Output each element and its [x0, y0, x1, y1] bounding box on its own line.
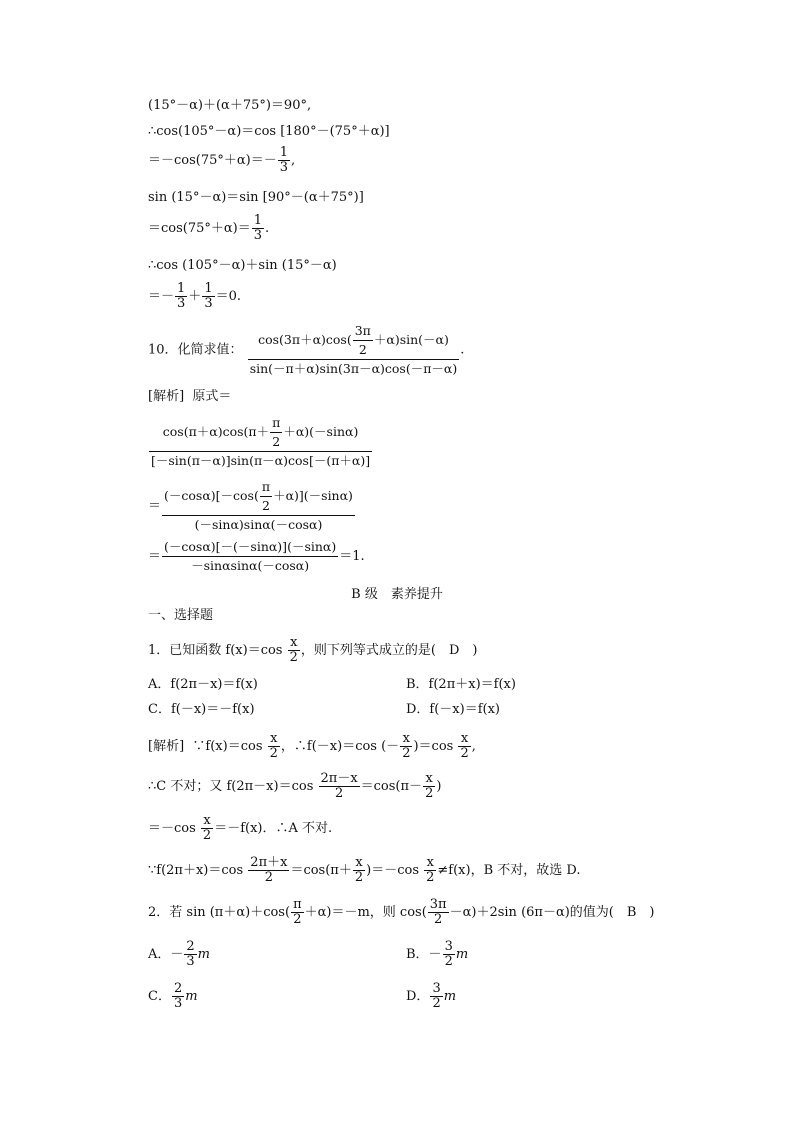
analysis-tag: [解析]: [148, 739, 185, 754]
question-10-label: 10．化简求值：: [148, 342, 243, 358]
question-10-expression: cos(3π＋α)cos( $\frac{3\pi}{2}$ ＋α)sin(－α) sin(－π＋α)sin(3π－α)cos(－π－α): [249, 323, 458, 376]
section-heading: 一、选择题: [148, 608, 214, 623]
analysis-1-line-3: ＝－cos $\frac{x}{2}$ ＝－f(x)．∴A 不对.: [148, 813, 333, 843]
question-2-option-b: B．－ $\frac{3}{2}$ m: [406, 939, 469, 969]
question-2-option-d: D． $\frac{3}{2}$ m: [406, 981, 457, 1011]
solution-line-7: ＝－ $\frac{1}{3}$ ＋ $\frac{1}{3}$ ＝0.: [148, 281, 241, 311]
solution-line-4: sin (15°－α)＝sin [90°－(α＋75°)]: [148, 190, 364, 205]
solution-line-2: ∴cos(105°－α)＝cos [180°－(75°＋α)]: [148, 124, 390, 139]
analysis-1-line-4: ∵f(2π＋x)＝cos $\frac{2\pi+x}{2}$ ＝cos(π＋ $\frac{x}{2}$ )＝－cos $\frac{x}{2}$ ≠f(x)，B 不对，故选 D.: [148, 855, 581, 885]
question-1-option-c: C．f(－x)＝－f(x): [148, 702, 255, 717]
question-1-option-d: D．f(－x)＝f(x): [406, 702, 500, 717]
question-1-option-b: B．f(2π＋x)＝f(x): [406, 677, 516, 692]
analysis-10-step-2: ＝ (－cosα)[－cos( $\frac{\pi}{2}$ ＋α)](－sinα) (－sinα)sinα(－cosα): [148, 479, 353, 532]
section-level-title: B 级 素养提升: [351, 587, 443, 602]
question-2-stem: 2．若 sin (π＋α)＋cos( $\frac{\pi}{2}$ ＋α)＝－m，则 cos( $\frac{3\pi}{2}$ －α)＋2sin (6π－α)的值为( B ): [148, 897, 655, 927]
solution-line-3: ＝－cos(75°＋α)＝－ $\frac{1}{3}$ ,: [148, 145, 296, 175]
question-2-option-c: C． $\frac{2}{3}$ m: [148, 981, 198, 1011]
question-1-option-a: A．f(2π－x)＝f(x): [148, 677, 258, 692]
analysis-10-header: [解析] 原式＝: [148, 389, 232, 404]
analysis-tag: [解析]: [148, 389, 185, 404]
analysis-1-line-2: ∴C 不对；又 f(2π－x)＝cos $\frac{2\pi-x}{2}$ ＝cos(π－ $\frac{x}{2}$ ): [148, 771, 442, 801]
analysis-10-step-3: ＝ $\frac{(-\cos\alpha)[-(-\sin\alpha)](-\sin\alpha)}{-\sin\alpha\sin\alpha(-\cos\alpha)}$ ＝1.: [148, 539, 365, 573]
question-10: 10．化简求值： cos(3π＋α)cos( $\frac{3\pi}{2}$ ＋α)sin(－α) sin(－π＋α)sin(3π－α)cos(－π－α) .: [148, 323, 465, 376]
solution-line-1: (15°－α)＋(α＋75°)＝90°,: [148, 98, 312, 113]
analysis-1-line-1: [解析] ∵f(x)＝cos $\frac{x}{2}$ ，∴f(－x)＝cos (－ $\frac{x}{2}$ )＝cos $\frac{x}{2}$ ,: [148, 731, 476, 761]
solution-line-5: ＝cos(75°＋α)＝ $\frac{1}{3}$ .: [148, 213, 270, 243]
question-1-stem: 1．已知函数 f(x)＝cos $\frac{x}{2}$ ，则下列等式成立的是( D ): [148, 635, 478, 665]
solution-line-6: ∴cos (105°－α)＋sin (15°－α): [148, 258, 337, 273]
analysis-10-step-1: cos(π＋α)cos(π＋ $\frac{\pi}{2}$ ＋α)(－sinα) [－sin(π－α)]sin(π－α)cos[－(π＋α)]: [151, 415, 371, 468]
question-2-option-a: A．－ $\frac{2}{3}$ m: [148, 939, 210, 969]
